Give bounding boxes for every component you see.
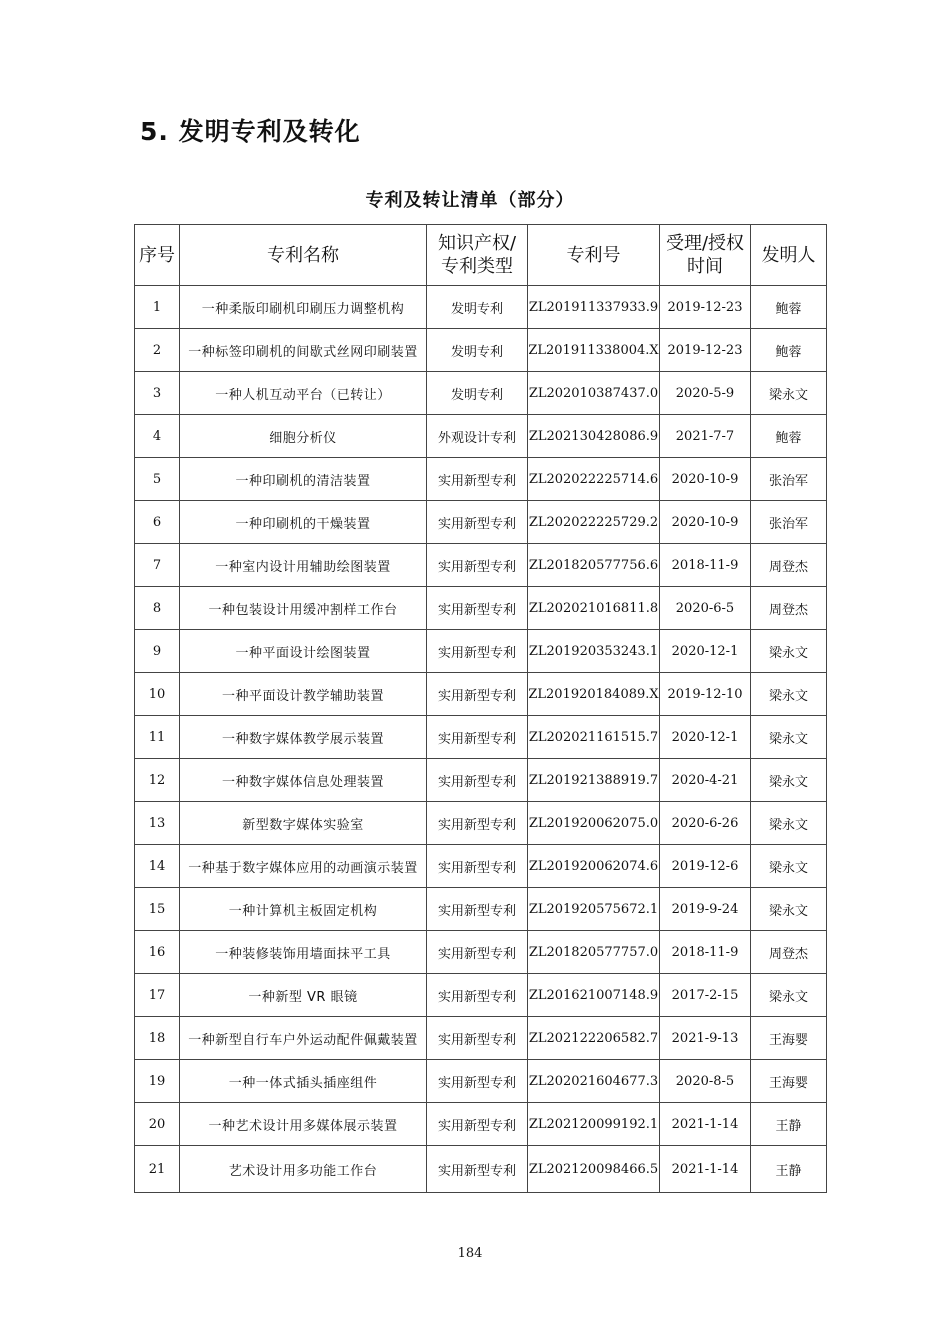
- cell-patent-name: 一种数字媒体信息处理装置: [180, 759, 427, 802]
- cell-index: 8: [135, 587, 180, 630]
- cell-inventor: 梁永文: [751, 974, 827, 1017]
- cell-inventor: 张治军: [751, 501, 827, 544]
- cell-inventor: 周登杰: [751, 544, 827, 587]
- cell-date: 2020-12-1: [660, 630, 751, 673]
- cell-patent-number: ZL202021604677.3: [528, 1060, 660, 1103]
- cell-ip-type: 实用新型专利: [427, 888, 528, 931]
- cell-inventor: 梁永文: [751, 630, 827, 673]
- cell-patent-name: 一种包装设计用缓冲割样工作台: [180, 587, 427, 630]
- cell-ip-type: 实用新型专利: [427, 931, 528, 974]
- cell-patent-name: 一种室内设计用辅助绘图装置: [180, 544, 427, 587]
- cell-patent-name: 一种人机互动平台（已转让）: [180, 372, 427, 415]
- cell-patent-name: 一种柔版印刷机印刷压力调整机构: [180, 286, 427, 329]
- header-ip-type: [427, 225, 528, 286]
- cell-ip-type: 发明专利: [427, 286, 528, 329]
- cell-inventor: 张治军: [751, 458, 827, 501]
- cell-date: 2021-1-14: [660, 1103, 751, 1146]
- cell-ip-type: 实用新型专利: [427, 501, 528, 544]
- cell-patent-number: ZL202130428086.9: [528, 415, 660, 458]
- header-ip-type-line2: 专利类型: [441, 256, 513, 277]
- cell-inventor: 梁永文: [751, 802, 827, 845]
- table-row: [135, 716, 827, 759]
- cell-patent-name: 一种计算机主板固定机构: [180, 888, 427, 931]
- header-patent-name: 专利名称: [180, 225, 427, 286]
- header-date: [660, 225, 751, 286]
- cell-index: 11: [135, 716, 180, 759]
- cell-index: 2: [135, 329, 180, 372]
- cell-inventor: 鲍蓉: [751, 415, 827, 458]
- cell-ip-type: 实用新型专利: [427, 759, 528, 802]
- cell-patent-number: ZL201820577756.6: [528, 544, 660, 587]
- cell-date: 2019-12-23: [660, 329, 751, 372]
- cell-date: 2019-9-24: [660, 888, 751, 931]
- cell-ip-type: 实用新型专利: [427, 974, 528, 1017]
- table-title: 专利及转让清单（部分）: [365, 190, 575, 211]
- cell-ip-type: 实用新型专利: [427, 1060, 528, 1103]
- cell-patent-number: ZL201911338004.X: [528, 329, 660, 372]
- cell-patent-number: ZL202122206582.7: [528, 1017, 660, 1060]
- cell-date: 2019-12-23: [660, 286, 751, 329]
- cell-index: 20: [135, 1103, 180, 1146]
- cell-patent-number: ZL202021016811.8: [528, 587, 660, 630]
- cell-patent-name: 一种装修装饰用墙面抹平工具: [180, 931, 427, 974]
- table-row: [135, 415, 827, 458]
- cell-patent-name: 一种新型自行车户外运动配件佩戴装置: [180, 1017, 427, 1060]
- cell-index: 1: [135, 286, 180, 329]
- table-row: [135, 1017, 827, 1060]
- cell-inventor: 王海婴: [751, 1017, 827, 1060]
- table-row: [135, 888, 827, 931]
- cell-patent-name: 一种艺术设计用多媒体展示装置: [180, 1103, 427, 1146]
- table-row: [135, 630, 827, 673]
- cell-patent-number: ZL202010387437.0: [528, 372, 660, 415]
- cell-inventor: 周登杰: [751, 931, 827, 974]
- cell-patent-name: 细胞分析仪: [180, 415, 427, 458]
- header-ip-type-line1: 知识产权/: [437, 233, 517, 254]
- cell-patent-name: 一种新型 VR 眼镜: [180, 974, 427, 1017]
- cell-date: 2020-12-1: [660, 716, 751, 759]
- cell-patent-number: ZL201920353243.1: [528, 630, 660, 673]
- table-row: [135, 931, 827, 974]
- cell-patent-number: ZL201920575672.1: [528, 888, 660, 931]
- table-row: [135, 329, 827, 372]
- cell-patent-number: ZL201920062074.6: [528, 845, 660, 888]
- cell-index: 6: [135, 501, 180, 544]
- cell-date: 2019-12-6: [660, 845, 751, 888]
- header-inventor: 发明人: [751, 225, 827, 286]
- cell-inventor: 梁永文: [751, 673, 827, 716]
- header-patent-number: 专利号: [528, 225, 660, 286]
- header-date-line2: 时间: [687, 256, 723, 277]
- cell-inventor: 鲍蓉: [751, 329, 827, 372]
- cell-ip-type: 实用新型专利: [427, 845, 528, 888]
- cell-patent-number: ZL202120099192.1: [528, 1103, 660, 1146]
- table-row: [135, 544, 827, 587]
- cell-date: 2020-6-5: [660, 587, 751, 630]
- cell-index: 15: [135, 888, 180, 931]
- cell-index: 5: [135, 458, 180, 501]
- cell-index: 4: [135, 415, 180, 458]
- cell-patent-number: ZL202021161515.7: [528, 716, 660, 759]
- cell-ip-type: 实用新型专利: [427, 1017, 528, 1060]
- cell-inventor: 周登杰: [751, 587, 827, 630]
- table-row: [135, 845, 827, 888]
- cell-ip-type: 实用新型专利: [427, 1103, 528, 1146]
- cell-patent-name: 艺术设计用多功能工作台: [180, 1146, 427, 1193]
- cell-patent-number: ZL201820577757.0: [528, 931, 660, 974]
- cell-inventor: 王静: [751, 1146, 827, 1193]
- section-heading: 5. 发明专利及转化: [140, 117, 361, 146]
- cell-date: 2017-2-15: [660, 974, 751, 1017]
- cell-patent-name: 一种印刷机的干燥装置: [180, 501, 427, 544]
- table-header-row: [135, 225, 827, 286]
- cell-date: 2018-11-9: [660, 544, 751, 587]
- cell-ip-type: 实用新型专利: [427, 587, 528, 630]
- cell-patent-number: ZL202022225729.2: [528, 501, 660, 544]
- header-index: 序号: [135, 225, 180, 286]
- cell-index: 17: [135, 974, 180, 1017]
- cell-index: 9: [135, 630, 180, 673]
- cell-patent-number: ZL202120098466.5: [528, 1146, 660, 1193]
- cell-ip-type: 发明专利: [427, 329, 528, 372]
- cell-inventor: 梁永文: [751, 716, 827, 759]
- cell-index: 14: [135, 845, 180, 888]
- cell-index: 18: [135, 1017, 180, 1060]
- cell-patent-name: 一种平面设计绘图装置: [180, 630, 427, 673]
- cell-inventor: 梁永文: [751, 759, 827, 802]
- cell-date: 2018-11-9: [660, 931, 751, 974]
- cell-inventor: 梁永文: [751, 372, 827, 415]
- patent-table: [134, 224, 827, 1193]
- cell-ip-type: 实用新型专利: [427, 673, 528, 716]
- cell-inventor: 梁永文: [751, 845, 827, 888]
- cell-index: 10: [135, 673, 180, 716]
- table-row: [135, 802, 827, 845]
- cell-ip-type: 实用新型专利: [427, 716, 528, 759]
- page-number: 184: [457, 1246, 483, 1261]
- cell-date: 2020-6-26: [660, 802, 751, 845]
- cell-index: 13: [135, 802, 180, 845]
- cell-date: 2020-8-5: [660, 1060, 751, 1103]
- cell-date: 2020-5-9: [660, 372, 751, 415]
- cell-patent-number: ZL201621007148.9: [528, 974, 660, 1017]
- table-row: [135, 1060, 827, 1103]
- cell-ip-type: 实用新型专利: [427, 802, 528, 845]
- cell-patent-number: ZL201921388919.7: [528, 759, 660, 802]
- table-row: [135, 501, 827, 544]
- cell-date: 2019-12-10: [660, 673, 751, 716]
- table-row: [135, 673, 827, 716]
- cell-index: 19: [135, 1060, 180, 1103]
- cell-patent-name: 一种标签印刷机的间歇式丝网印刷装置: [180, 329, 427, 372]
- cell-date: 2020-10-9: [660, 458, 751, 501]
- cell-index: 3: [135, 372, 180, 415]
- table-row: [135, 1146, 827, 1193]
- cell-patent-name: 一种一体式插头插座组件: [180, 1060, 427, 1103]
- table-row: [135, 286, 827, 329]
- cell-ip-type: 实用新型专利: [427, 544, 528, 587]
- cell-patent-name: 一种基于数字媒体应用的动画演示装置: [180, 845, 427, 888]
- cell-ip-type: 发明专利: [427, 372, 528, 415]
- cell-date: 2021-9-13: [660, 1017, 751, 1060]
- cell-index: 12: [135, 759, 180, 802]
- table-row: [135, 372, 827, 415]
- cell-inventor: 鲍蓉: [751, 286, 827, 329]
- cell-inventor: 王静: [751, 1103, 827, 1146]
- cell-patent-number: ZL201920184089.X: [528, 673, 660, 716]
- cell-ip-type: 实用新型专利: [427, 458, 528, 501]
- cell-ip-type: 实用新型专利: [427, 1146, 528, 1193]
- cell-patent-number: ZL202022225714.6: [528, 458, 660, 501]
- cell-patent-name: 一种平面设计教学辅助装置: [180, 673, 427, 716]
- cell-patent-number: ZL201920062075.0: [528, 802, 660, 845]
- table-row: [135, 458, 827, 501]
- cell-date: 2020-10-9: [660, 501, 751, 544]
- cell-date: 2020-4-21: [660, 759, 751, 802]
- cell-date: 2021-1-14: [660, 1146, 751, 1193]
- table-row: [135, 1103, 827, 1146]
- cell-index: 16: [135, 931, 180, 974]
- cell-index: 21: [135, 1146, 180, 1193]
- table-row: [135, 974, 827, 1017]
- cell-patent-name: 新型数字媒体实验室: [180, 802, 427, 845]
- table-row: [135, 759, 827, 802]
- header-date-line1: 受理/授权: [665, 233, 745, 254]
- cell-index: 7: [135, 544, 180, 587]
- cell-date: 2021-7-7: [660, 415, 751, 458]
- cell-ip-type: 实用新型专利: [427, 630, 528, 673]
- cell-ip-type: 外观设计专利: [427, 415, 528, 458]
- cell-inventor: 王海婴: [751, 1060, 827, 1103]
- cell-patent-name: 一种印刷机的清洁装置: [180, 458, 427, 501]
- table-row: [135, 587, 827, 630]
- cell-patent-number: ZL201911337933.9: [528, 286, 660, 329]
- cell-patent-name: 一种数字媒体教学展示装置: [180, 716, 427, 759]
- cell-inventor: 梁永文: [751, 888, 827, 931]
